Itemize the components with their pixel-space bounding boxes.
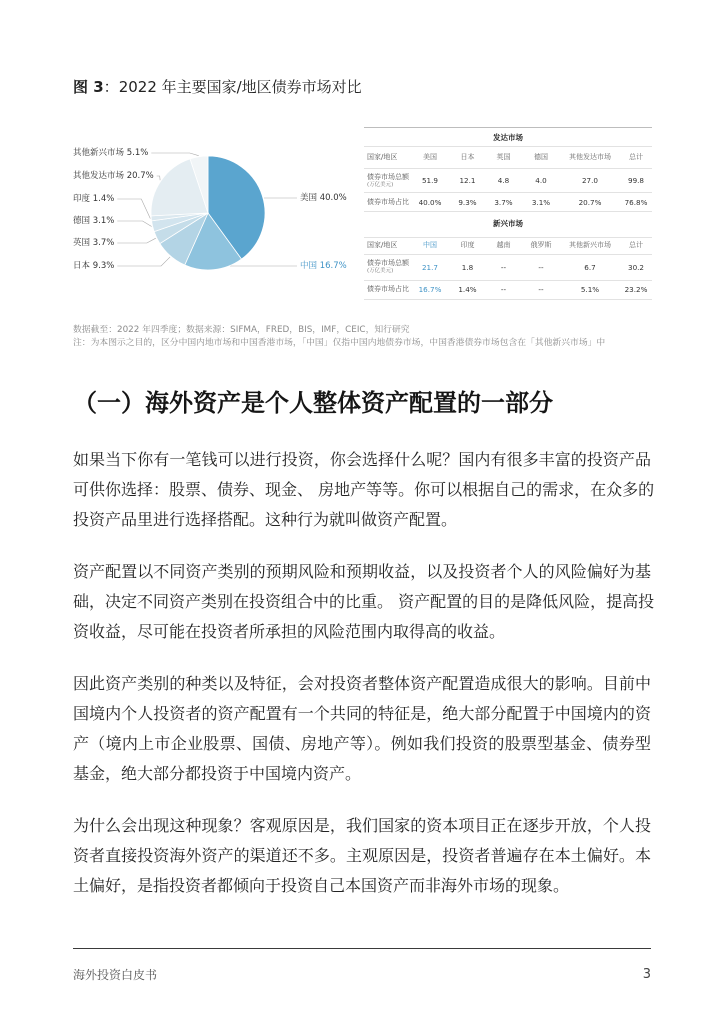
pie-leader-line-other-developed — [157, 176, 160, 180]
developed-markets-table — [364, 127, 652, 212]
table-row-total — [364, 254, 652, 280]
table-cell: 1.4% — [450, 280, 485, 299]
text-line: 础，决定不同资产类别在投资组合中的比重。 资产配置的目的是降低风险，提高投 — [73, 592, 655, 611]
pie-label-other-developed — [73, 170, 154, 181]
pie-label-china — [300, 260, 347, 271]
text-line: 国境内个人投资者的资产配置有一个共同的特征是，绝大部分配置于中国境内的资 — [73, 704, 651, 723]
text-line: 资收益，尽可能在投资者所承担的风险范围内取得高的收益。 — [73, 622, 506, 641]
table-cell: -- — [522, 280, 560, 299]
text-line: 资者直接投资海外资产的渠道还不多。主观原因是，投资者普遍存在本土偏好。本 — [73, 846, 651, 865]
paragraph — [73, 557, 655, 647]
body-text — [73, 445, 655, 923]
pie-label-japan — [73, 260, 114, 271]
pie-label-name: 其他新兴市场 — [73, 148, 125, 158]
row-label-unit: (万亿美元) — [367, 268, 394, 274]
row-label — [364, 254, 410, 280]
text-line: 因此资产类别的种类以及特征，会对投资者整体资产配置造成很大的影响。目前中 — [73, 674, 651, 693]
pie-label-name: 英国 — [73, 238, 91, 248]
header-cell: 越南 — [485, 237, 522, 254]
pie-label-value: 9.3% — [90, 261, 115, 271]
pie-label-value: 40.0% — [317, 193, 347, 203]
figure-label: 图 3 — [73, 78, 104, 96]
pie-label-united-kingdom — [73, 237, 114, 248]
table-cell: 1.8 — [450, 254, 485, 280]
header-cell: 日本 — [450, 147, 485, 169]
text-line: 产（境内上市企业股票、国债、房地产等）。例如我们投资的股票型基金、债券型 — [73, 734, 651, 753]
pie-leader-line-germany — [117, 221, 151, 227]
header-cell: 国家/地区 — [364, 147, 410, 169]
bond-market-pie-chart — [73, 127, 363, 302]
header-cell: 俄罗斯 — [522, 237, 560, 254]
text-line: 投资产品里进行选择搭配。这种行为就叫做资产配置。 — [73, 510, 458, 529]
table-cell: 4.0 — [522, 169, 560, 193]
header-cell: 印度 — [450, 237, 485, 254]
table-cell: 4.8 — [485, 169, 522, 193]
table-cell: 99.8 — [620, 169, 652, 193]
table-cell: 3.7% — [485, 193, 522, 212]
pie-label-value: 16.7% — [317, 261, 347, 271]
pie-label-name: 美国 — [300, 193, 318, 203]
table-cell: -- — [522, 254, 560, 280]
table-cell: -- — [485, 254, 522, 280]
table-cell: 30.2 — [620, 254, 652, 280]
section-heading: （一）海外资产是个人整体资产配置的一部分 — [73, 389, 553, 417]
row-label: 债券市场占比 — [364, 280, 410, 299]
table-row-share — [364, 280, 652, 299]
table-cell: 27.0 — [560, 169, 620, 193]
emerging-markets-table — [364, 211, 652, 300]
table-title-row — [364, 211, 652, 237]
table-header-row — [364, 147, 652, 169]
figure-footnote: 注：为本图示之目的，区分中国内地市场和中国香港市场，「中国」仅指中国内地债券市场，中国香港债券市场包含在「其他新兴市场」中 — [73, 338, 606, 348]
pie-label-name: 德国 — [73, 216, 91, 226]
text-line: 为什么会出现这种现象？客观原因是，我们国家的资本项目正在逐步开放，个人投 — [73, 816, 651, 835]
header-cell: 英国 — [485, 147, 522, 169]
pie-label-value: 3.7% — [90, 238, 115, 248]
pie-leader-line-united-kingdom — [117, 238, 156, 243]
pie-leader-line-india — [117, 199, 150, 219]
table-header-row — [364, 237, 652, 254]
developed-markets-title: 发达市场 — [364, 128, 652, 147]
header-cell: 美国 — [410, 147, 450, 169]
table-cell: 6.7 — [560, 254, 620, 280]
table-cell: 12.1 — [450, 169, 485, 193]
row-label-text: 债券市场总额 — [367, 259, 409, 267]
text-line: 基金，绝大部分都投资于中国境内资产。 — [73, 764, 362, 783]
figure-source-note: 数据截至：2022 年四季度；数据来源：SIFMA，FRED，BIS，IMF，CEIC，知行研究 — [73, 325, 410, 335]
text-line: 如果当下你有一笔钱可以进行投资，你会选择什么呢？国内有很多丰富的投资产品 — [73, 450, 651, 469]
paragraph — [73, 669, 651, 789]
footer-document-title: 海外投资白皮书 — [73, 968, 158, 982]
row-label: 债券市场占比 — [364, 193, 410, 212]
pie-label-other-emerging — [73, 147, 148, 158]
header-cell: 其他新兴市场 — [560, 237, 620, 254]
paragraph — [73, 445, 655, 535]
figure-title — [73, 77, 362, 97]
paragraph — [73, 811, 651, 901]
text-line: 可供你选择：股票、债券、现金、 房地产等等。你可以根据自己的需求，在众多的 — [73, 480, 655, 499]
row-label — [364, 169, 410, 193]
pie-label-value: 20.7% — [124, 171, 154, 181]
header-cell: 总计 — [620, 237, 652, 254]
page-number: 3 — [642, 967, 651, 982]
table-cell: 9.3% — [450, 193, 485, 212]
table-cell: 3.1% — [522, 193, 560, 212]
pie-label-united-states — [300, 192, 347, 203]
table-title-row — [364, 128, 652, 147]
text-line: 资产配置以不同资产类别的预期风险和预期收益，以及投资者个人的风险偏好为基 — [73, 562, 651, 581]
pie-label-name: 日本 — [73, 261, 91, 271]
header-cell: 总计 — [620, 147, 652, 169]
pie-label-value: 5.1% — [124, 148, 149, 158]
pie-label-germany — [73, 215, 114, 226]
table-row-share — [364, 193, 652, 212]
pie-leader-line-japan — [117, 257, 170, 266]
emerging-markets-title: 新兴市场 — [364, 211, 652, 237]
footer-divider — [73, 948, 651, 949]
header-cell: 德国 — [522, 147, 560, 169]
text-line: 土偏好，是指投资者都倾向于投资自己本国资产而非海外市场的现象。 — [73, 876, 570, 895]
pie-slices — [151, 156, 265, 270]
pie-label-name: 其他发达市场 — [73, 171, 125, 181]
row-label-unit: (万亿美元) — [367, 181, 394, 188]
table-cell: 5.1% — [560, 280, 620, 299]
pie-label-value: 1.4% — [90, 194, 115, 204]
header-cell: 其他发达市场 — [560, 147, 620, 169]
figure-title-text: 2022 年主要国家/地区债券市场对比 — [118, 78, 362, 96]
pie-label-value: 3.1% — [90, 216, 115, 226]
pie-label-name: 印度 — [73, 194, 91, 204]
pie-label-india — [73, 193, 114, 204]
table-cell: 51.9 — [410, 169, 450, 193]
table-cell: 23.2% — [620, 280, 652, 299]
header-cell-highlight: 中国 — [410, 237, 450, 254]
header-cell: 国家/地区 — [364, 237, 410, 254]
table-row-total — [364, 169, 652, 193]
row-label-text: 债券市场总额 — [367, 172, 409, 181]
pie-label-name: 中国 — [300, 261, 318, 271]
pie-leader-line-other-emerging — [151, 153, 198, 156]
figure-title-separator: ： — [103, 78, 119, 96]
table-cell: 20.7% — [560, 193, 620, 212]
table-cell: 76.8% — [620, 193, 652, 212]
table-cell: -- — [485, 280, 522, 299]
table-cell-highlight: 21.7 — [410, 254, 450, 280]
table-cell: 40.0% — [410, 193, 450, 212]
table-cell-highlight: 16.7% — [410, 280, 450, 299]
